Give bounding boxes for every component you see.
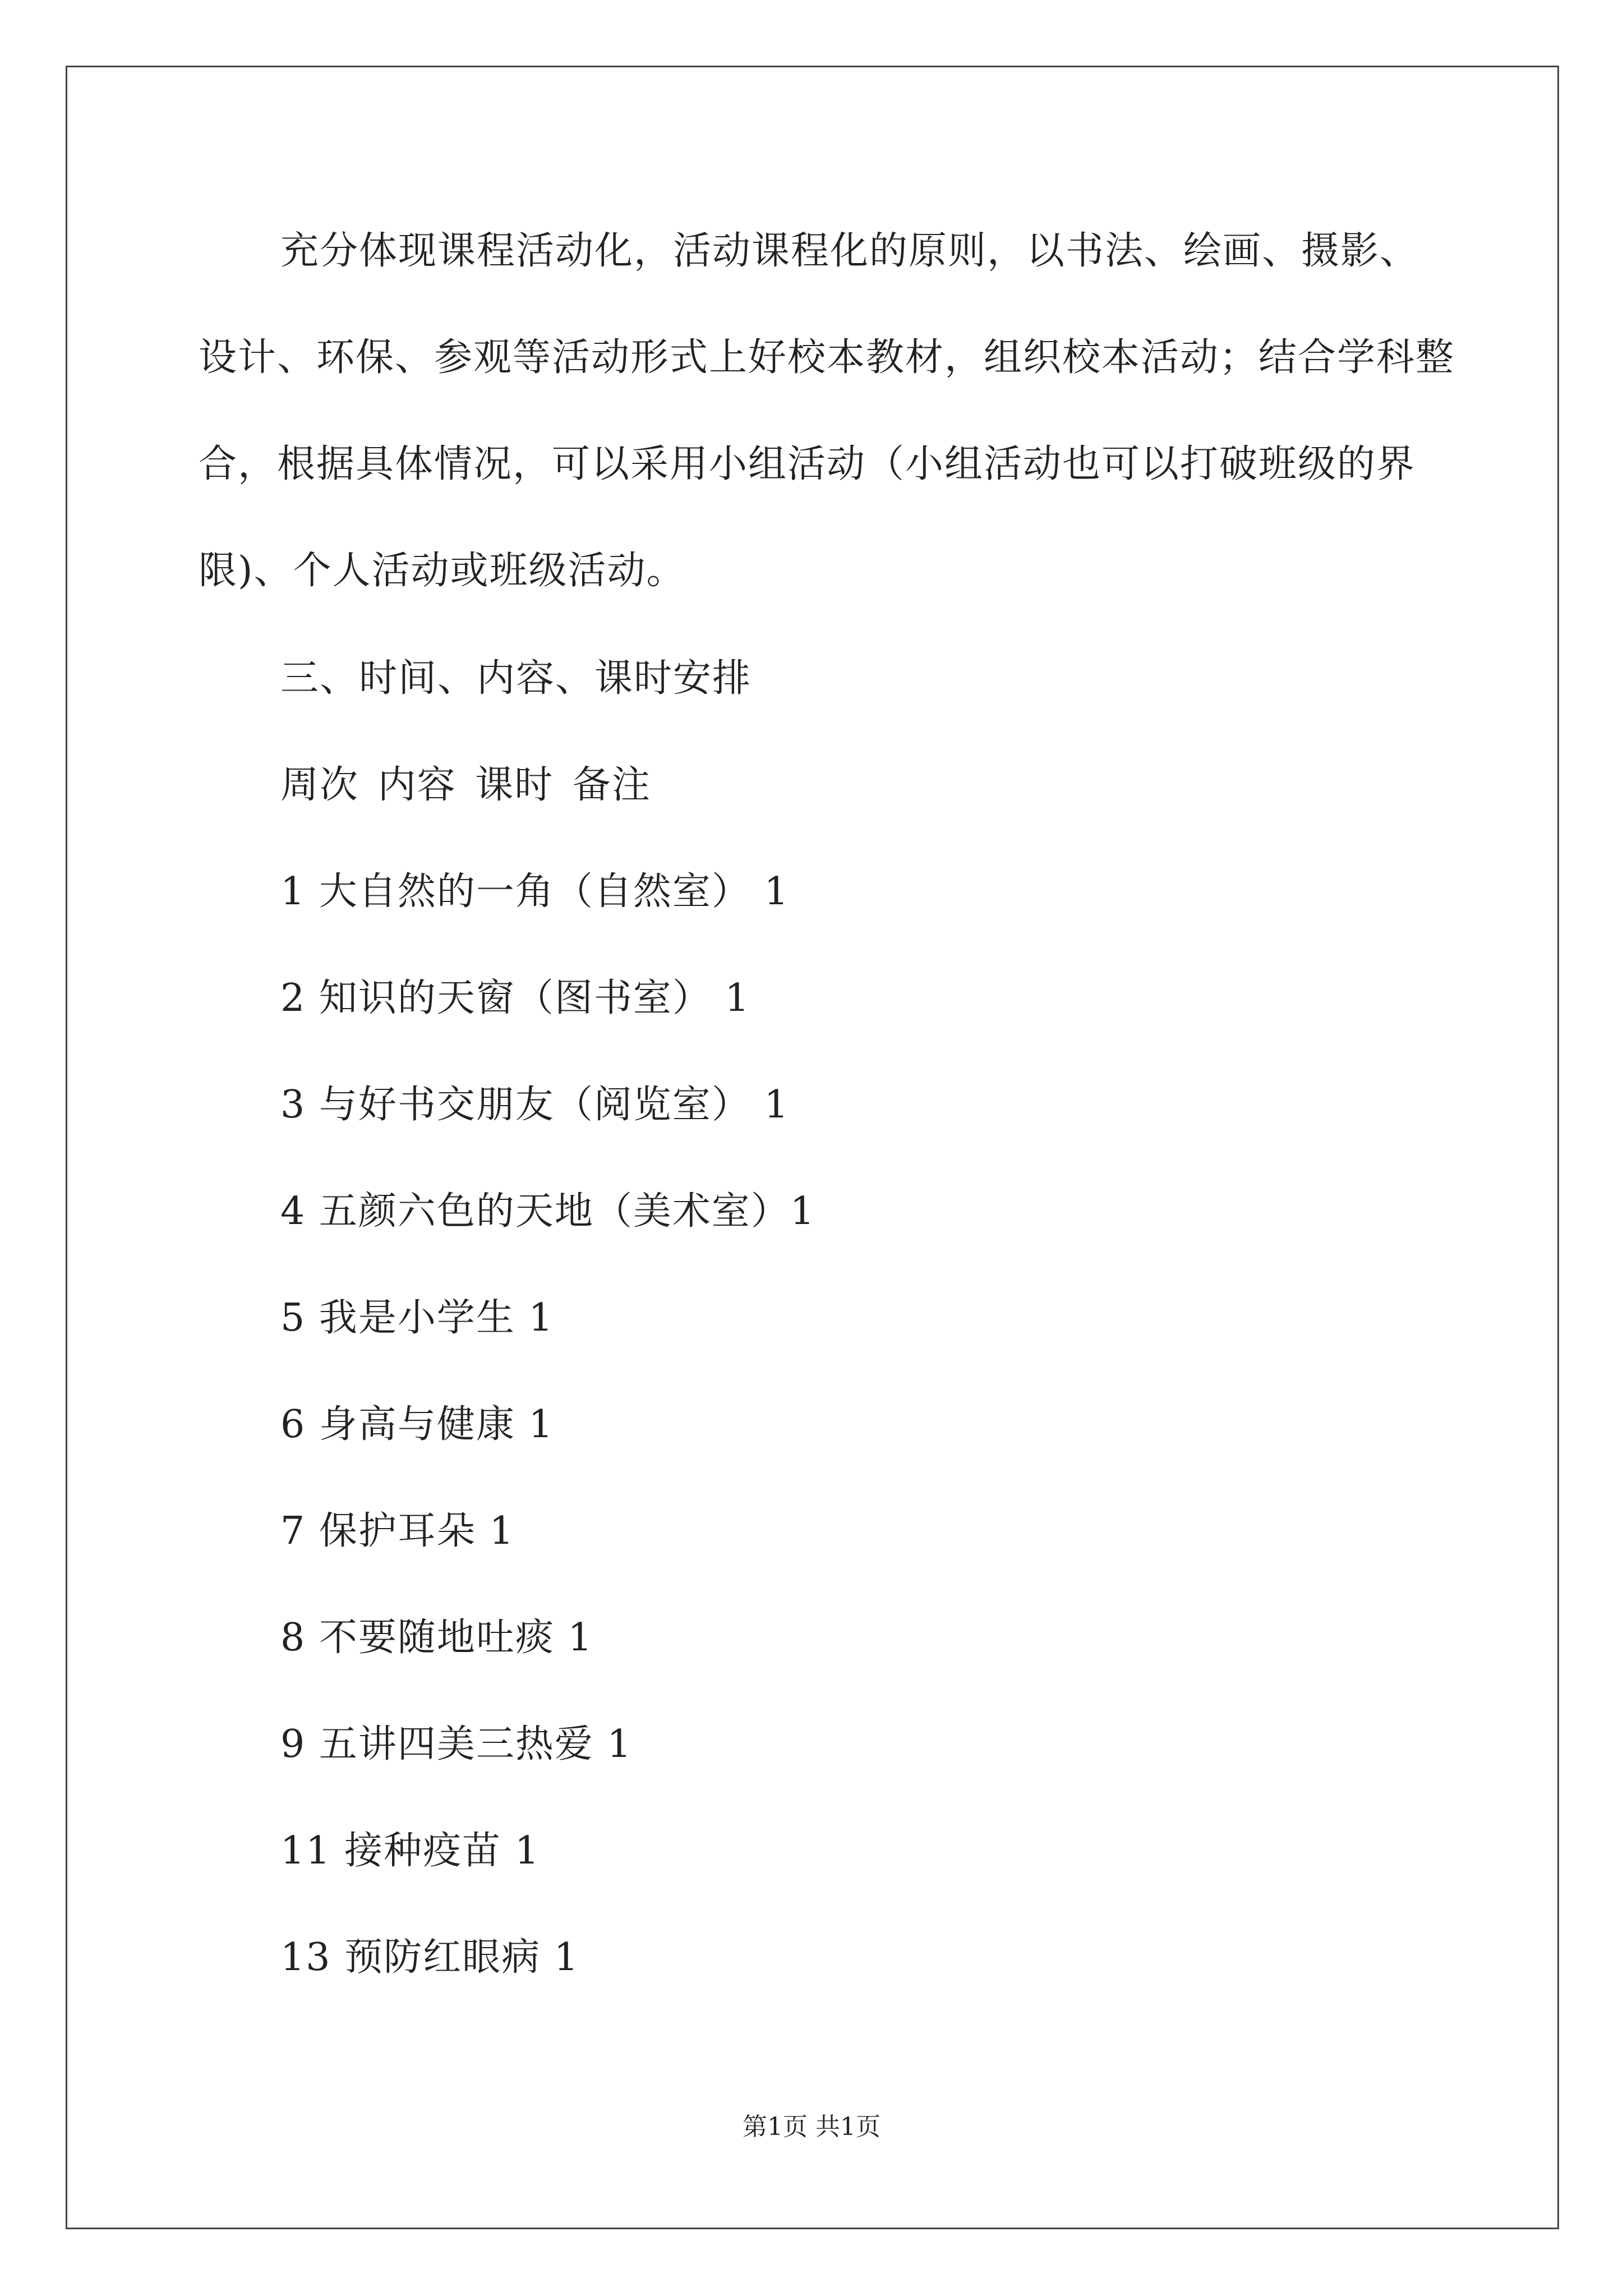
schedule-row-9: 9 五讲四美三热爱 1	[280, 1722, 633, 1766]
schedule-row-2: 2 知识的天窗（图书室） 1	[280, 976, 750, 1020]
schedule-row-1: 1 大自然的一角（自然室） 1	[280, 869, 790, 914]
schedule-row-3: 3 与好书交朋友（阅览室） 1	[280, 1083, 790, 1127]
schedule-row-5: 5 我是小学生 1	[280, 1296, 554, 1340]
schedule-row-4: 4 五颜六色的天地（美术室）1	[280, 1189, 816, 1234]
page-footer: 第1页 共1页	[743, 2113, 880, 2141]
schedule-row-13: 13 预防红眼病 1	[280, 1935, 580, 1980]
body-paragraph: 充分体现课程活动化，活动课程化的原则，以书法、绘画、摄影、设计、环保、参观等活动形式上好校本教材，组织校本活动；结合学科整合，根据具体情况，可以采用小组活动（小组活动也可以打破班级的界限)、个人活动或班级活动。	[199, 229, 1455, 593]
section-heading: 三、时间、内容、课时安排	[280, 656, 752, 701]
schedule-table-header: 周次 内容 课时 备注	[280, 763, 651, 807]
schedule-row-6: 6 身高与健康 1	[280, 1402, 554, 1447]
schedule-row-7: 7 保护耳朵 1	[280, 1509, 515, 1553]
schedule-row-8: 8 不要随地吐痰 1	[280, 1616, 593, 1660]
schedule-row-11: 11 接种疫苗 1	[280, 1829, 541, 1873]
